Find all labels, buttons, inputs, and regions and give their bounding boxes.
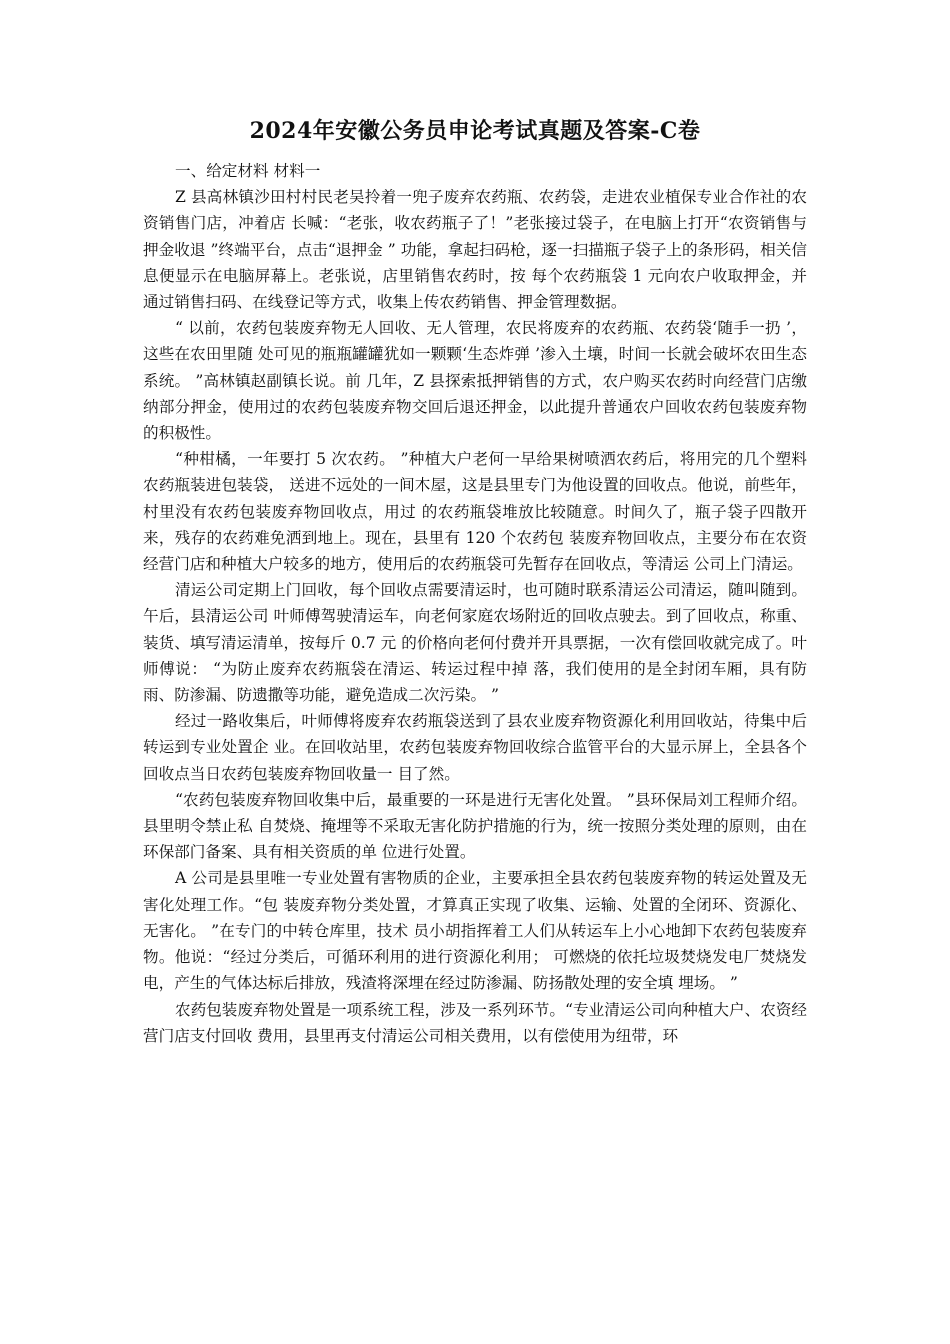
paragraph-6: “农药包装废弃物回收集中后，最重要的一环是进行无害化处置。 ”县环保局刘工程师介绍。县里明令禁止私 自焚烧、掩埋等不采取无害化防护措施的行为，统一按照分类处理的原则，由在环保部门备案、具有相关资质的单 位进行处置。 <box>143 790 807 862</box>
paragraph-5: 经过一路收集后，叶师傅将废弃农药瓶袋送到了县农业废弃物资源化利用回收站，待集中后转运到专业处置企 业。在回收站里，农药包装废弃物回收综合监管平台的大显示屏上，全县各个回收点当日农药包装废弃物回收量一 目了然。 <box>143 712 807 783</box>
document-body <box>143 158 807 1049</box>
paragraph-7: A 公司是县里唯一专业处置有害物质的企业，主要承担全县农药包装废弃物的转运处置及无害化处理工作。“包 装废弃物分类处置，才算真正实现了收集、运输、处置的全闭环、资源化、无害化。 ”在专门的中转仓库里，技术 员小胡指挥着工人们从转运车上小心地卸下农药包装废弃物。他说：“经过分类后，可循环利用的进行资源化利用； 可燃烧的依托垃圾焚烧发电厂焚烧发电，产生的气体达标后排放，残渣将深埋在经过防渗漏、防扬散处理的安全填 埋场。 ” <box>143 869 807 993</box>
paragraph-1: Z 县高林镇沙田村村民老吴拎着一兜子废弃农药瓶、农药袋，走进农业植保专业合作社的农资销售门店，冲着店 长喊：“老张，收农药瓶子了！”老张接过袋子，在电脑上打开“农资销售与押金收退 ”终端平台，点击“退押金 ” 功能，拿起扫码枪，逐一扫描瓶子袋子上的条形码，相关信息便显示在电脑屏幕上。老张说，店里销售农药时，按 每个农药瓶袋 1 元向农户收取押金，并通过销售扫码、在线登记等方式，收集上传农药销售、押金管理数据。 <box>143 188 807 312</box>
paragraph-4: 清运公司定期上门回收，每个回收点需要清运时，也可随时联系清运公司清运，随叫随到。午后，县清运公司 叶师傅驾驶清运车，向老何家庭农场附近的回收点驶去。到了回收点，称重、装货、填写清运清单，按每斤 0.7 元 的价格向老何付费并开具票据，一次有偿回收就完成了。叶师傅说： “为防止废弃农药瓶袋在清运、转运过程中掉 落，我们使用的是全封闭车厢，具有防雨、防渗漏、防遗撒等功能，避免造成二次污染。 ” <box>143 581 807 705</box>
paragraph-3: “种柑橘，一年要打 5 次农药。 ”种植大户老何一早给果树喷洒农药后，将用完的几个塑料农药瓶装进包装袋， 送进不远处的一间木屋，这是县里专门为他设置的回收点。他说，前些年，村里没有农药包装废弃物回收点，用过 的农药瓶袋堆放比较随意。时间久了，瓶子袋子四散开来，残存的农药难免洒到地上。现在，县里有 120 个农药包 装废弃物回收点，主要分布在农资经营门店和种植大户较多的地方，使用后的农药瓶袋可先暂存在回收点，等清运 公司上门清运。 <box>143 450 807 574</box>
section-heading: 一、给定材料 材料一 <box>175 162 321 180</box>
paragraph-8: 农药包装废弃物处置是一项系统工程，涉及一系列环节。“专业清运公司向种植大户、农资经营门店支付回收 费用，县里再支付清运公司相关费用，以有偿使用为纽带，环 <box>143 1000 807 1045</box>
paragraph-2: “ 以前，农药包装废弃物无人回收、无人管理，农民将废弃的农药瓶、农药袋‘随手一扔 ’，这些在农田里随 处可见的瓶瓶罐罐犹如一颗颗‘生态炸弹 ’渗入土壤，时间一长就会破坏农田生态系统。 ”高林镇赵副镇长说。前 几年，Z 县探索抵押销售的方式，农户购买农药时向经营门店缴纳部分押金，使用过的农药包装废弃物交回后退还押金，以此提升普通农户回收农药包装废弃物的积极性。 <box>143 319 807 443</box>
document-title: 2024年安徽公务员申论考试真题及答案-C卷 <box>249 118 701 144</box>
